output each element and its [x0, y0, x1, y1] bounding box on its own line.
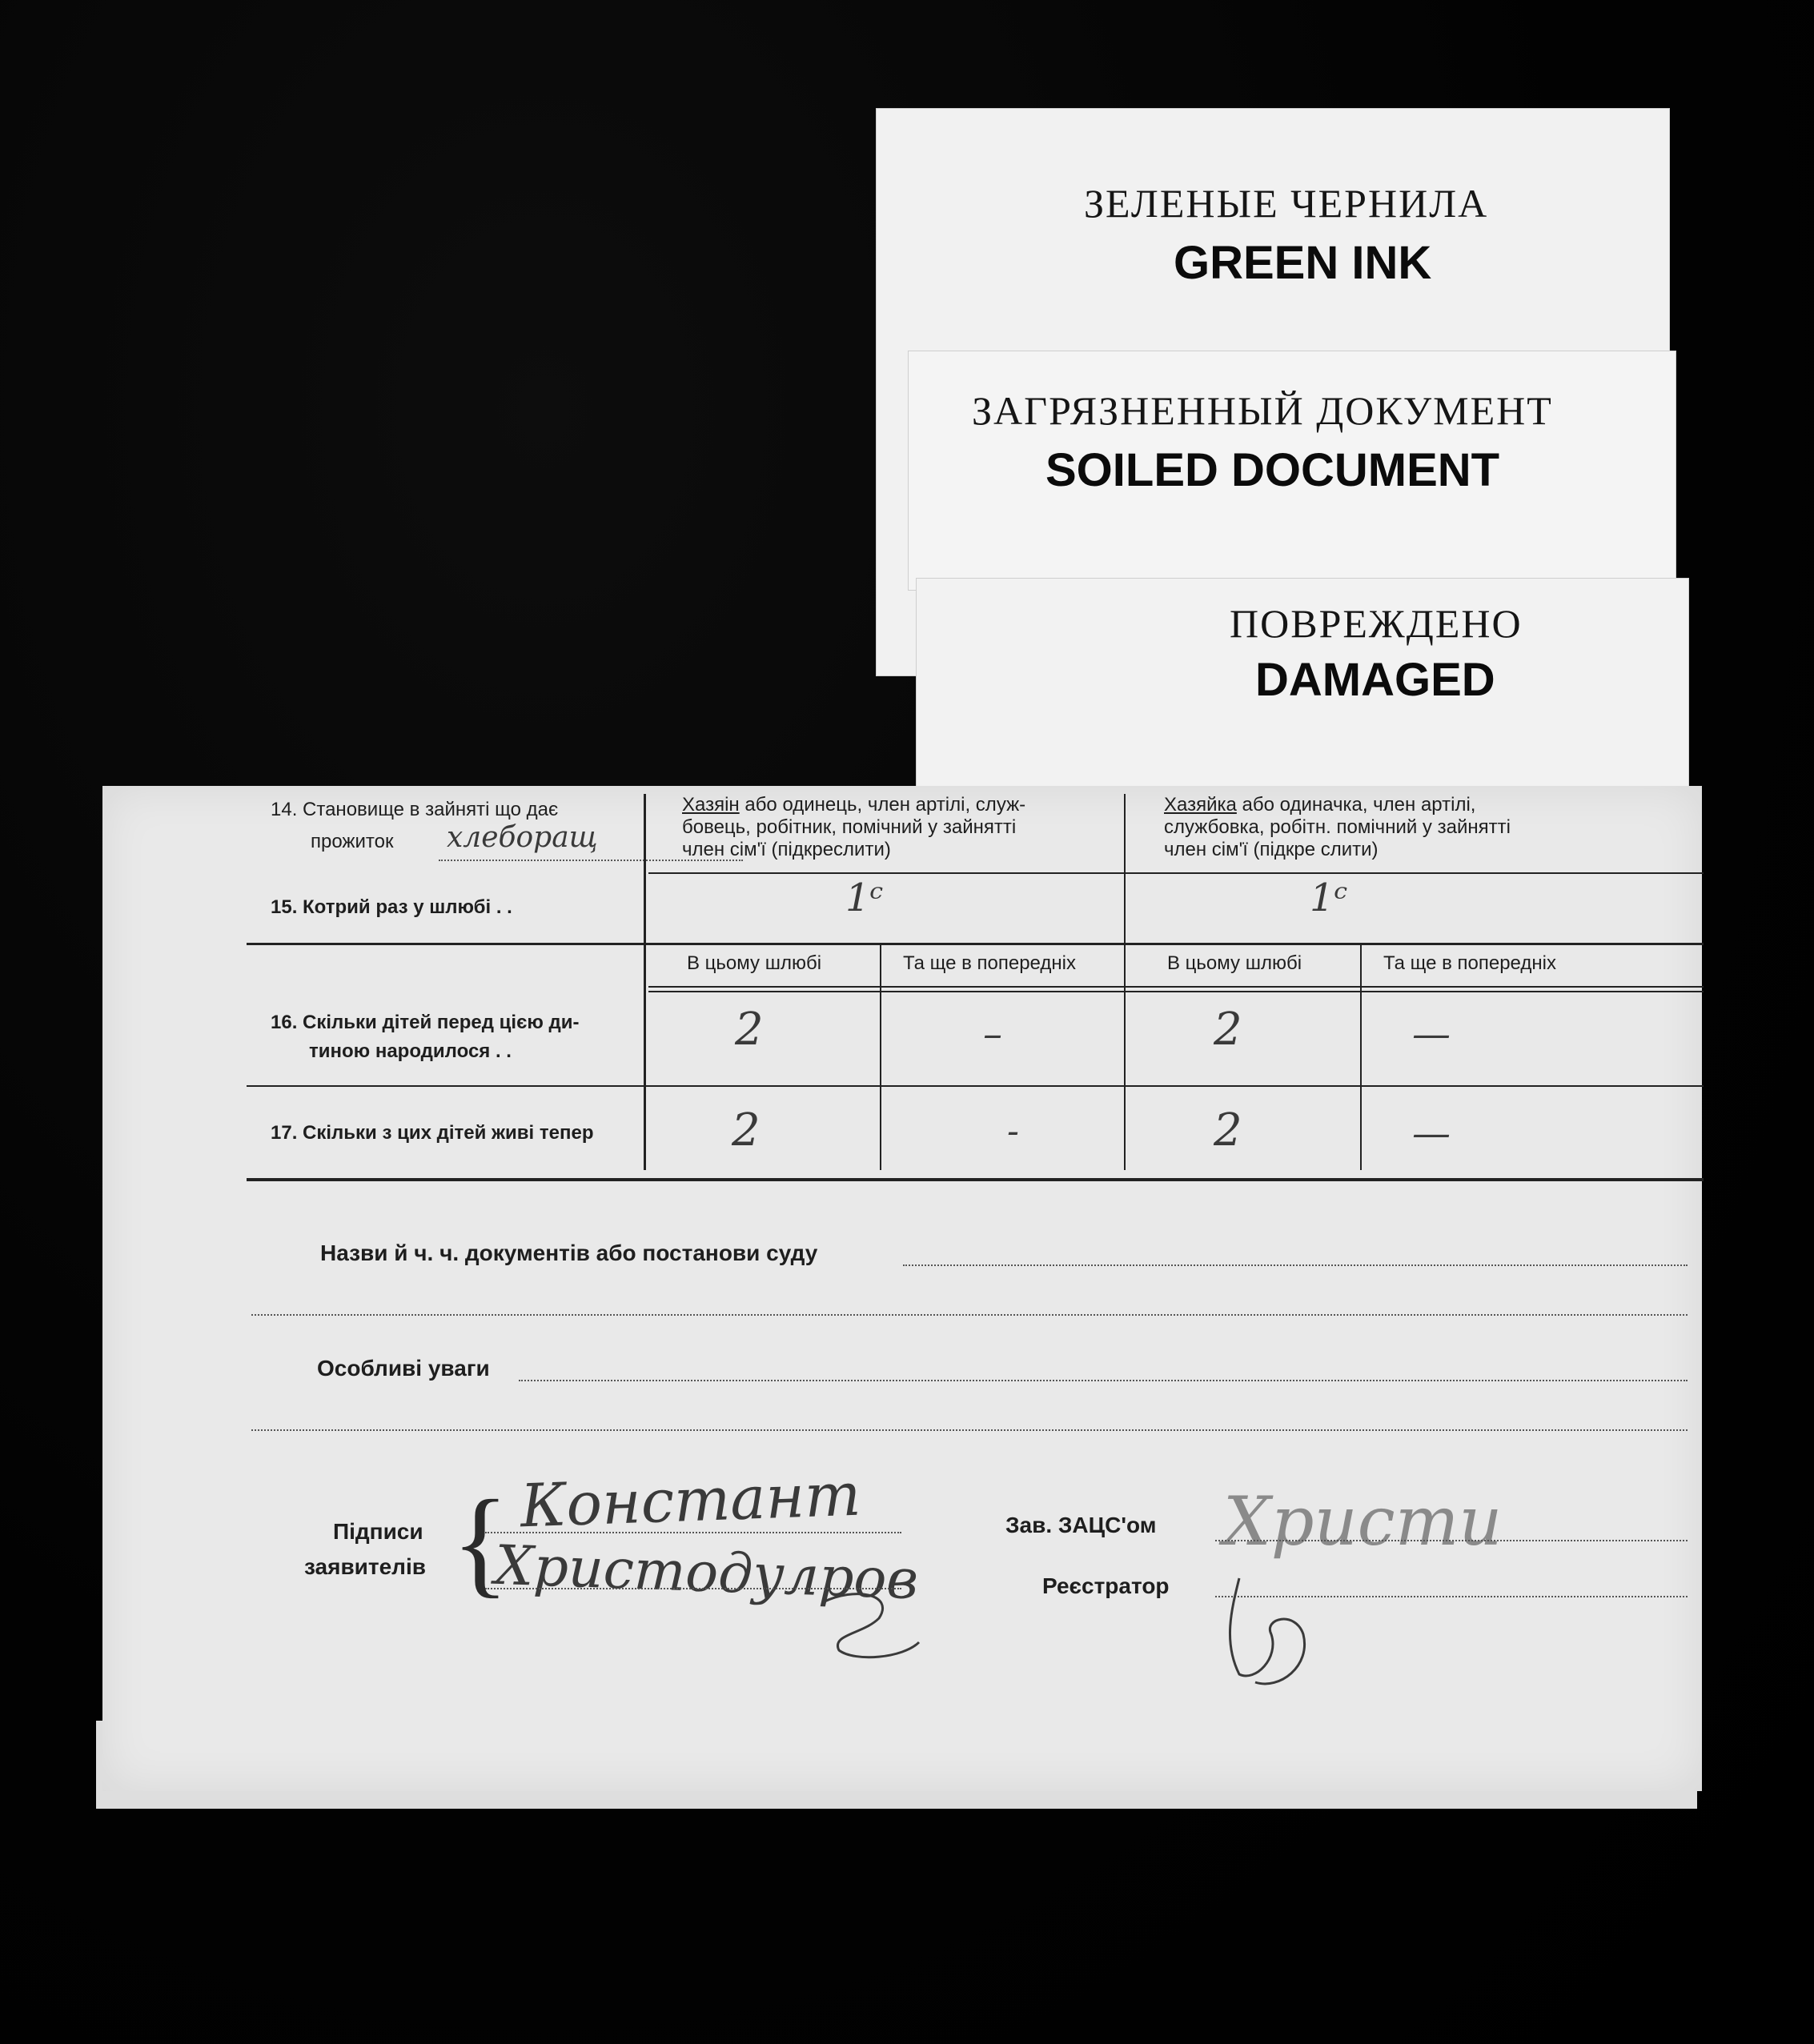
row15-husband-value: 1ᶜ	[845, 876, 884, 920]
table-bottom-border	[247, 1178, 1704, 1181]
row16-husband-this: 2	[735, 1004, 764, 1056]
applicants-signatures-label-2: заявителів	[304, 1554, 426, 1579]
col-divider-1	[880, 943, 881, 1170]
header-husband-previous: Та ще в попередніх	[903, 952, 1076, 974]
spouse-column-border-top	[1124, 794, 1126, 951]
row16-wife-this: 2	[1214, 1004, 1242, 1056]
head-signature: Христи	[1223, 1482, 1503, 1561]
row14-label-line2: прожиток	[311, 831, 394, 852]
row17-wife-prev: —	[1412, 1111, 1451, 1156]
header-double-line-2	[648, 991, 1704, 992]
applicant-signature-1: Констант	[519, 1460, 862, 1541]
applicants-signatures-label-1: Підписи	[333, 1519, 423, 1544]
documents-label: Назви й ч. ч. документів або постанови суду	[320, 1240, 818, 1265]
row15-wife-value: 1ᶜ	[1310, 876, 1348, 920]
row16-label-line2: тиною народилося . .	[309, 1040, 512, 1062]
registration-form	[102, 786, 1702, 1791]
notes-dots-2	[251, 1429, 1688, 1431]
damaged-label	[916, 578, 1689, 810]
head-of-registry-label: Зав. ЗАЦС'ом	[1005, 1513, 1157, 1537]
row14-husband-line3: член сім'ї (підкреслити)	[682, 839, 891, 860]
documents-dots-2	[251, 1314, 1688, 1316]
row16-wife-prev: —	[1412, 1012, 1451, 1056]
head-dots	[1215, 1540, 1688, 1541]
row17-husband-this: 2	[732, 1104, 761, 1156]
applicant-signature-2: Христодулров	[493, 1533, 920, 1613]
wife-owner-underlined: Хазяйка	[1164, 794, 1237, 816]
brace: {	[451, 1476, 509, 1609]
header-wife-this-marriage: В цьому шлюбі	[1167, 952, 1302, 974]
row17-wife-this: 2	[1214, 1104, 1242, 1156]
row14-husband-line2: бовець, робітник, помічний у зайнятті	[682, 816, 1017, 838]
header-wife-previous: Та ще в попередніх	[1383, 952, 1556, 974]
husband-options-1: або одинець, член артілі, служ-	[739, 794, 1026, 816]
soiled-document-label	[908, 351, 1676, 591]
registrar-signature-scribble	[1207, 1562, 1383, 1698]
row16-husband-prev: –	[983, 1012, 1002, 1056]
soiled-ru: ЗАГРЯЗНЕННЫЙ ДОКУМЕНТ	[972, 388, 1553, 433]
husband-owner-underlined: Хазяін	[682, 794, 740, 816]
col-divider-2	[1124, 943, 1126, 1170]
row17-label: 17. Скільки з цих дітей живі тепер	[271, 1122, 594, 1144]
row14-label-line1: 14. Становище в зайняті що дає	[271, 799, 559, 820]
notes-label: Особливі уваги	[317, 1356, 490, 1381]
applicant-signature-flourish	[807, 1578, 935, 1666]
row15-divider	[247, 943, 1704, 945]
sig1-dots	[485, 1532, 901, 1533]
row14-wife-line2: службовка, робітн. помічний у зайнятті	[1164, 816, 1511, 838]
row14-wife-line3: член сім'ї (підкре слити)	[1164, 839, 1379, 860]
header-husband-this-marriage: В цьому шлюбі	[687, 952, 822, 974]
wife-options-1: або одиначка, член артілі,	[1236, 794, 1476, 816]
green-ink-ru: ЗЕЛЕНЫЕ ЧЕРНИЛА	[1084, 181, 1489, 226]
damaged-en: DAMAGED	[1255, 654, 1495, 706]
header-double-line-1	[648, 986, 1704, 988]
row14-husband-line1	[682, 794, 1025, 816]
green-ink-en: GREEN INK	[1174, 237, 1432, 289]
row14-occupation-handwritten: хлеборащ	[447, 821, 598, 854]
row15-label: 15. Котрий раз у шлюбі . .	[271, 896, 512, 918]
row14-divider	[648, 872, 1704, 874]
notes-dots-1	[519, 1380, 1688, 1381]
damaged-ru: ПОВРЕЖДЕНО	[1230, 601, 1523, 646]
registrar-label: Реєстратор	[1042, 1573, 1170, 1598]
soiled-en: SOILED DOCUMENT	[1045, 444, 1500, 496]
row14-wife-line1	[1164, 794, 1475, 816]
row16-divider	[247, 1085, 1704, 1087]
documents-dots-1	[903, 1264, 1688, 1266]
label-column-border	[644, 794, 646, 1170]
col-divider-3	[1360, 943, 1362, 1170]
row17-husband-prev: -	[1007, 1111, 1019, 1152]
row16-label-line1: 16. Скільки дітей перед цією ди-	[271, 1012, 580, 1033]
